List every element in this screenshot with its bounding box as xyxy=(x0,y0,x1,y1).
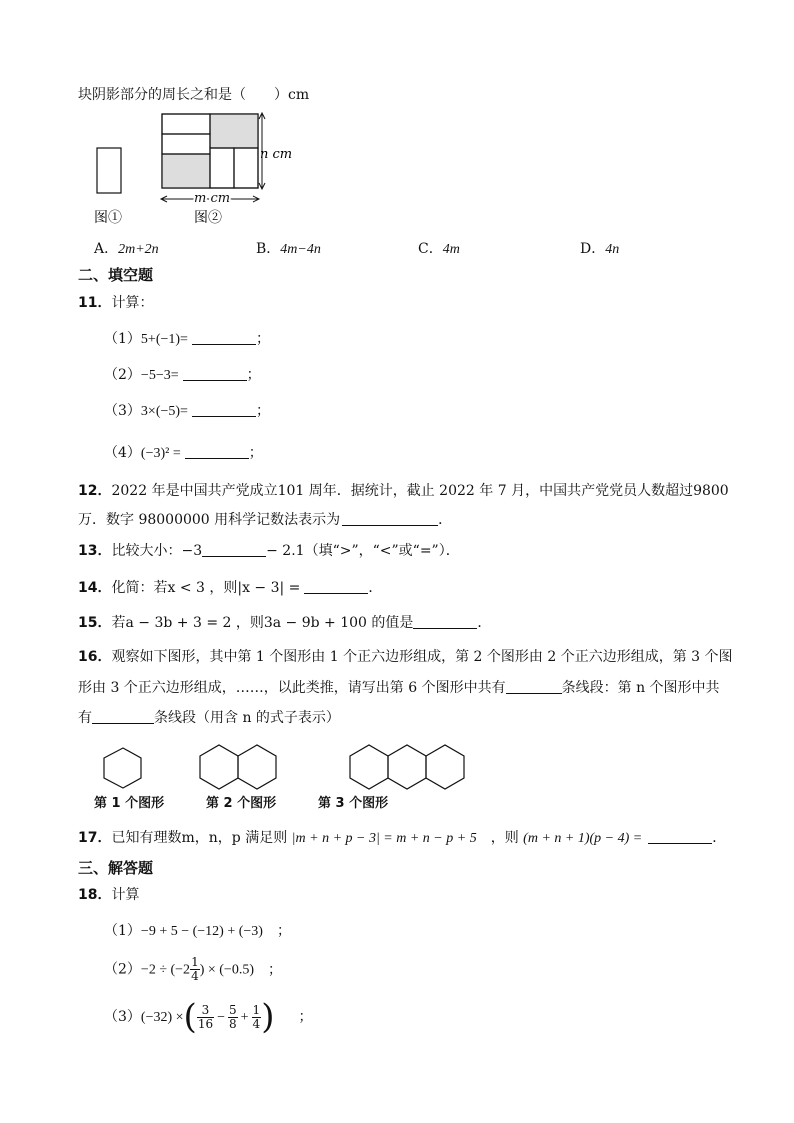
answer-blank[interactable] xyxy=(202,542,266,557)
q11-item-2: （2）−5−3= ； xyxy=(104,367,261,383)
fig1-label: 图① xyxy=(94,210,122,226)
answer-blank[interactable] xyxy=(648,829,712,844)
q16-line-1: 16．观察如下图形，其中第 1 个图形由 1 个正六边形组成，第 2 个图形由 2 个正六边形组成，第 3 个图 xyxy=(78,649,733,665)
answer-blank[interactable] xyxy=(183,366,247,381)
answer-blank[interactable] xyxy=(413,614,477,629)
fraction: $\frac{5}{8}$ xyxy=(229,1002,237,1031)
hexagon xyxy=(238,745,276,789)
hexagon xyxy=(388,745,426,789)
right-paren: ) xyxy=(261,997,275,1037)
section-title-fill-blank: 二、填空题 xyxy=(78,266,154,284)
fraction: $\frac{1}{4}$ xyxy=(252,1002,261,1031)
answer-blank[interactable] xyxy=(304,579,368,594)
n-dimension-label: n cm xyxy=(260,147,293,162)
q17: 17．已知有理数m，n，p 满足则 |m + n + p − 3| = m + n − p + 5 ，则 (m + n + 1)(p − 4) = ． xyxy=(78,830,727,846)
answer-blank[interactable] xyxy=(506,679,562,694)
fig-label-3: 第 3 个图形 xyxy=(318,796,389,811)
fig2-small-rect-1 xyxy=(162,114,210,134)
q14: 14．化简：若x < 3 ，则|x − 3| = ． xyxy=(78,580,383,596)
hexagon xyxy=(104,748,141,788)
q16-line-3: 有 条线段（用含 n 的式子表示） xyxy=(78,710,340,726)
fig2-small-rect-3 xyxy=(210,148,234,188)
q10-figure xyxy=(90,108,310,230)
q18-stem: 18．计算 xyxy=(78,887,140,903)
fig2-label: 图② xyxy=(194,210,222,226)
answer-blank[interactable] xyxy=(192,330,256,345)
q11-item-1: （1）5+(−1)= ； xyxy=(104,331,270,347)
option-a: A．2m+2n xyxy=(94,241,159,257)
q12-line-1: 12．2022 年是中国共产党成立101 周年．据统计，截止 2022 年 7 月，中国共产党党员人数超过9800 xyxy=(78,483,729,499)
q12-line-2: 万．数字 98000000 用科学记数法表示为 ． xyxy=(78,512,453,528)
fig2-small-rect-4 xyxy=(234,148,258,188)
fig1-rectangle xyxy=(97,148,121,193)
q18-item-3: （3）(−32) ×( $\frac{3}{16}$ − $\frac{5}{8}$ + $\frac{1}{4}$ ) ； xyxy=(104,997,313,1037)
q11-item-3: （3）3×(−5)= ； xyxy=(104,403,270,419)
option-c: C．4m xyxy=(418,241,460,257)
fig2-shade-top-right xyxy=(210,114,258,148)
option-b: B．4m−4n xyxy=(256,241,321,257)
q18-item-2: （2）−2 ÷ (−2 $\frac{1}{4}$ ) × (−0.5) ； xyxy=(104,955,282,983)
fraction: $\frac{3}{16}$ xyxy=(197,1002,214,1031)
option-d: D．4n xyxy=(580,241,620,257)
fig-label-2: 第 2 个图形 xyxy=(206,796,277,811)
hexagon xyxy=(350,745,388,789)
fig-label-1: 第 1 个图形 xyxy=(94,796,165,811)
m-dimension-label: m cm xyxy=(194,191,231,206)
q11-stem: 11．计算： xyxy=(78,295,154,311)
hexagon xyxy=(426,745,464,789)
q10-stem-tail: 块阴影部分的周长之和是（ ）cm xyxy=(78,87,310,103)
fig2-small-rect-2 xyxy=(162,134,210,154)
hexagon xyxy=(200,745,238,789)
q13: 13．比较大小：−3 − 2.1（填“>”，“<”或“=”）． xyxy=(78,543,460,559)
fig2-shade-bottom-left xyxy=(162,154,210,188)
q15: 15．若a − 3b + 3 = 2 ，则3a − 9b + 100 的值是 ． xyxy=(78,615,492,631)
answer-blank[interactable] xyxy=(185,444,249,459)
answer-blank[interactable] xyxy=(192,402,256,417)
answer-blank[interactable] xyxy=(342,511,438,526)
fraction: $\frac{1}{4}$ xyxy=(191,955,199,983)
left-paren: ( xyxy=(183,997,197,1037)
q16-line-2: 形由 3 个正六边形组成，……，以此类推，请写出第 6 个图形中共有 条线段：第 n 个图形中共 xyxy=(78,680,720,696)
q18-item-1: （1）−9 + 5 − (−12) + (−3) ； xyxy=(104,923,291,939)
answer-blank[interactable] xyxy=(92,709,154,724)
q11-item-4: （4）(−3)² = ； xyxy=(104,445,263,461)
section-title-solve: 三、解答题 xyxy=(78,859,154,877)
